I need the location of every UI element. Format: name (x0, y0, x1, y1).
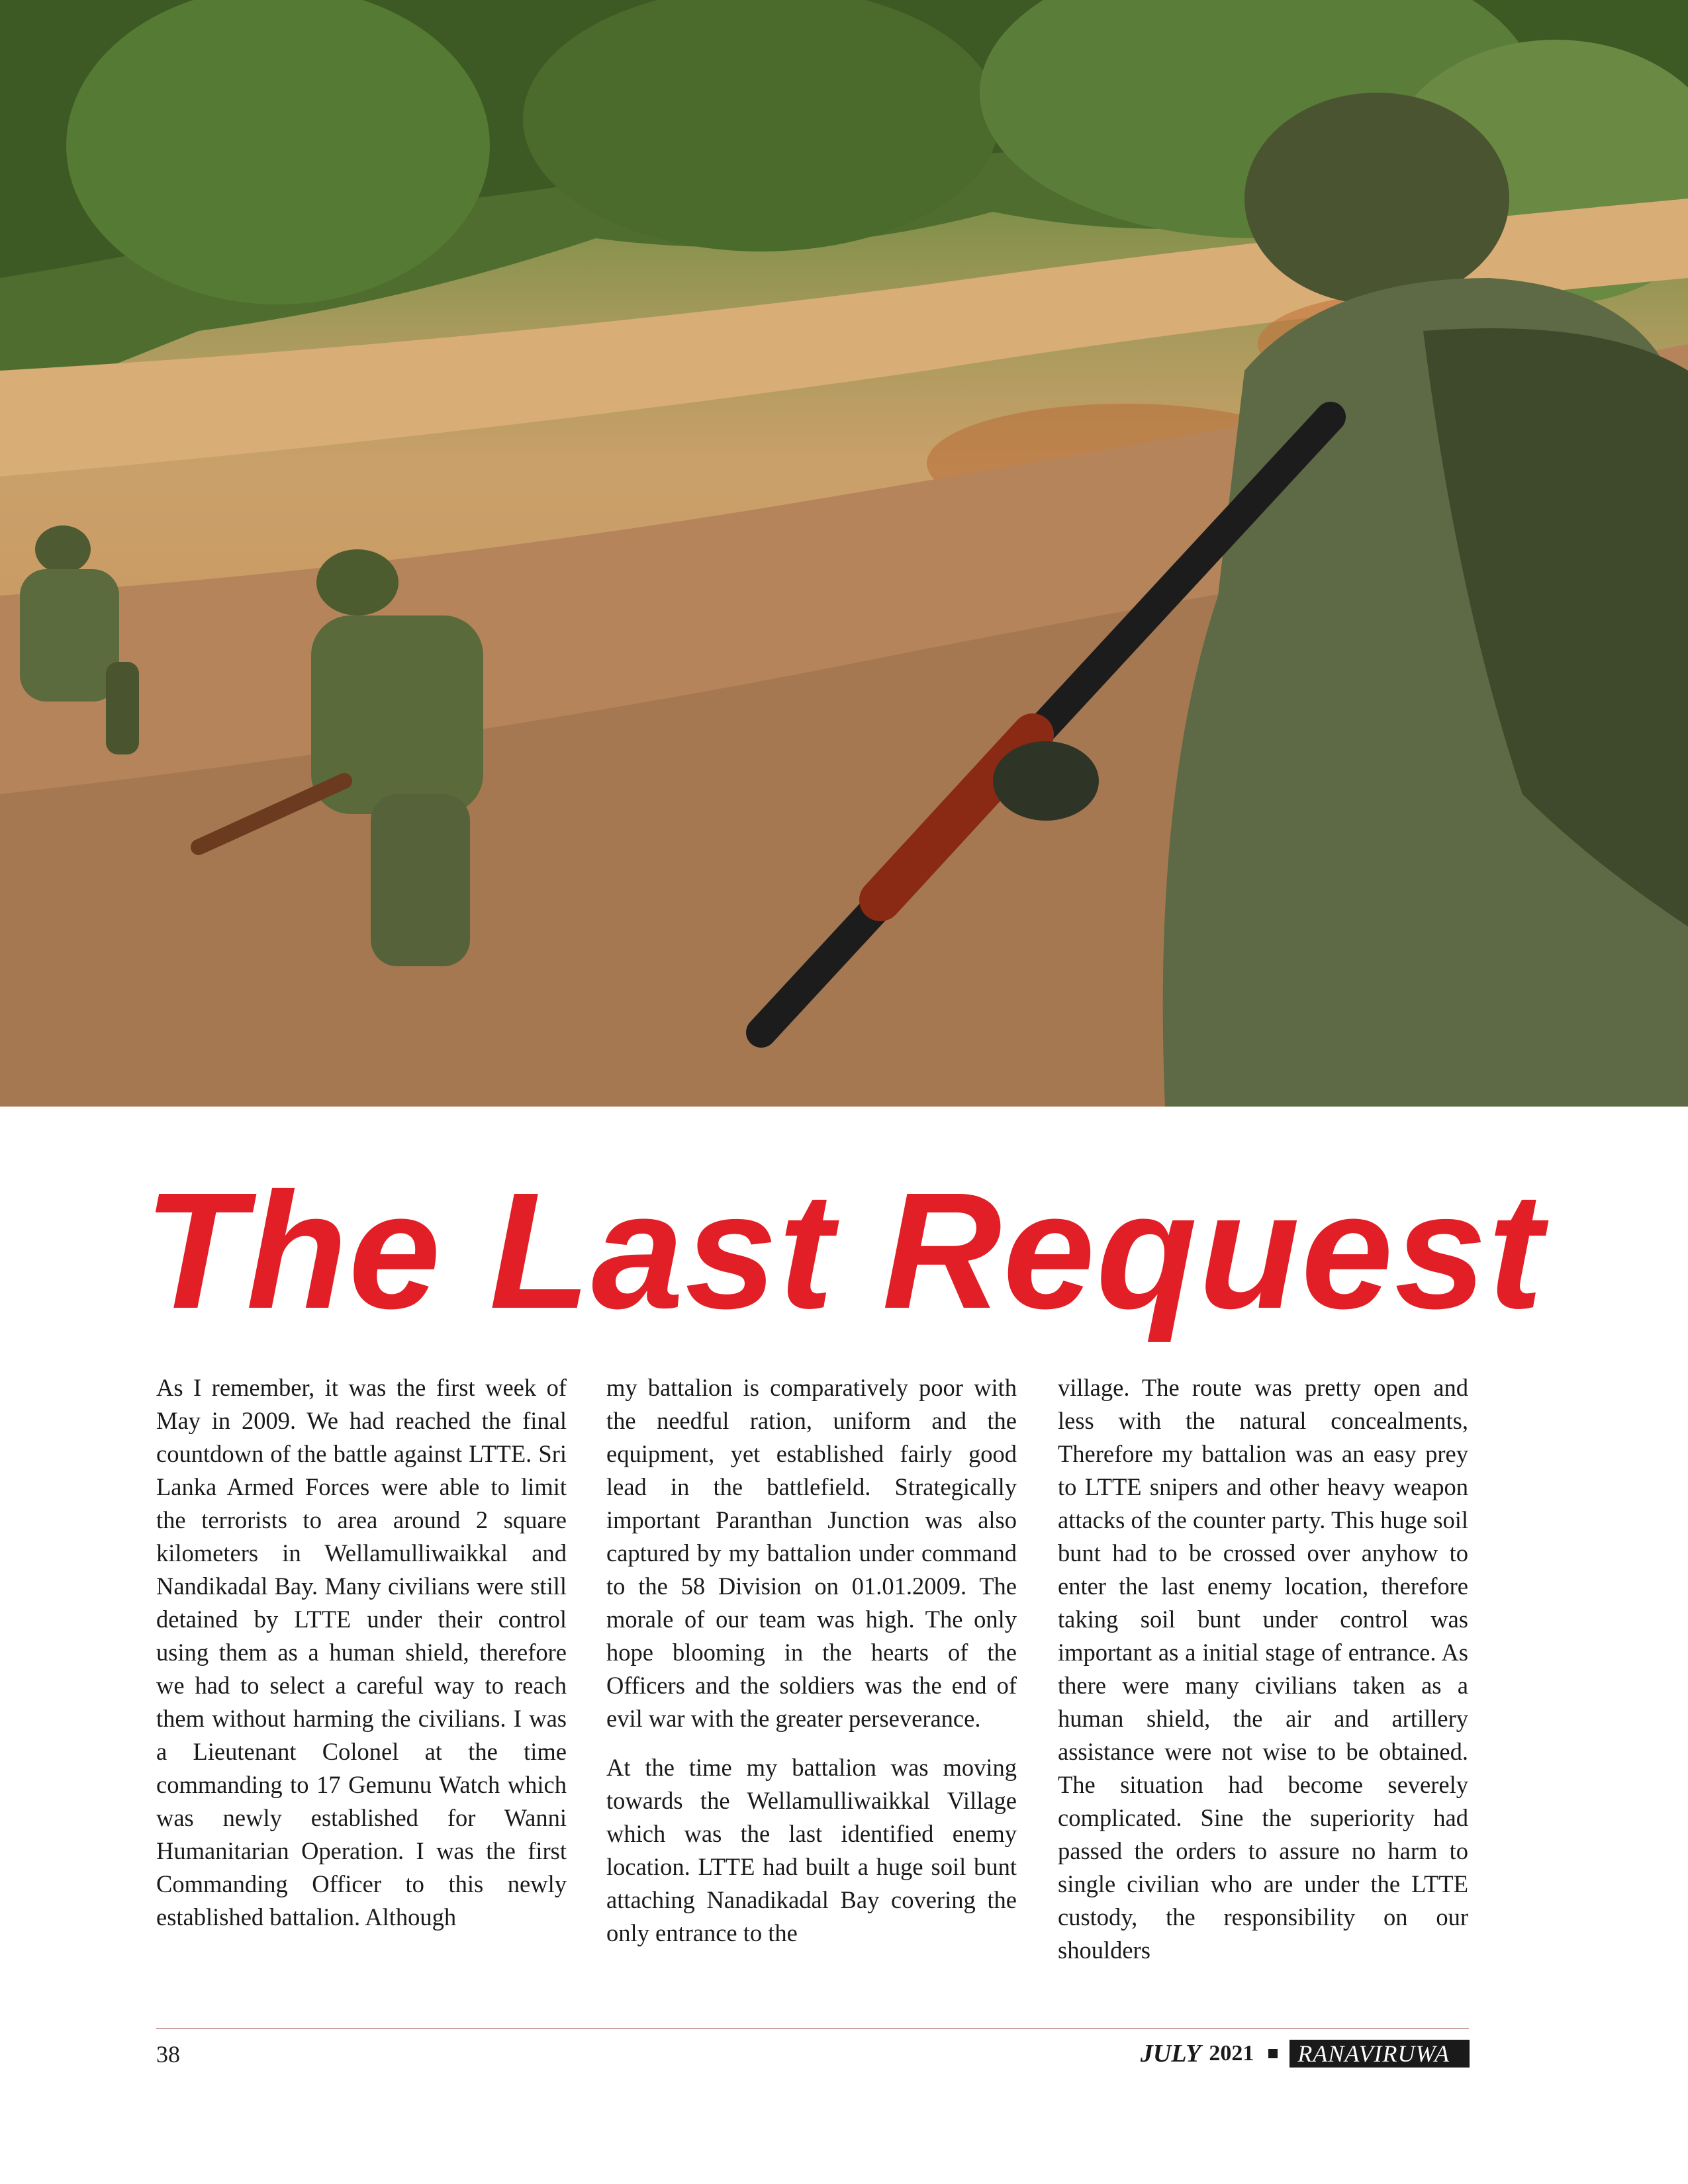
article-paragraph: As I remember, it was the first week of May in 2009. We had reached the final countdown of the battle against LTTE. Sri Lanka Armed Forces were able to limit the terrorists to area around 2 square kilometers in Wellamulliwaikkal and Nandikadal Bay. Many civilians were still detained by LTTE under their control using them as a human shield, therefore we had to select a careful way to reach them without harming the civilians. I was a Lieutenant Colonel at the time commanding to 17 Gemunu Watch which was newly established for Wanni Humanitarian Operation. I was the first Commanding Officer to this newly established battalion. Although (156, 1374, 567, 1931)
square-bullet-icon (1268, 2049, 1278, 2058)
issue-year: 2021 (1209, 2041, 1254, 2066)
article-paragraph: my battalion is comparatively poor with the needful ration, uniform and the equipment, yet established fairly good lead in the battlefield. Strategically important Paranthan Junction was also captured by my battalion under command to the 58 Division on 01.01.2009. The morale of our team was high. The only hope blooming in the hearts of the Officers and the soldiers was the end of evil war with the greater perseverance. (606, 1374, 1017, 1732)
article-column-1 (156, 1371, 567, 1934)
article-paragraph: At the time my battalion was moving towards the Wellamulliwaikkal Village which was the last identified enemy location. LTTE had built a huge soil bunt attaching Nanadikadal Bay covering the only entrance to the (606, 1754, 1017, 1946)
magazine-name: RANAVIRUWA (1289, 2040, 1470, 2068)
issue-month: JULY (1140, 2040, 1201, 2068)
article-column-3 (1058, 1371, 1468, 1967)
article-column-2 (606, 1371, 1017, 1950)
article-title: The Last Request (144, 1158, 1544, 1343)
article-paragraph: village. The route was pretty open and less with the natural concealments, Therefore my battalion was an easy prey to LTTE snipers and other heavy weapon attacks of the counter party. This huge soil bunt had to be crossed over anyhow to enter the last enemy location, therefore taking soil bunt under control was important as a initial stage of entrance. As there were many civilians taken as a human shield, the air and artillery assistance were not wise to be obtained. The situation had become severely complicated. Sine the superiority had passed the orders to assure no harm to single civilian who are under the LTTE custody, the responsibility on our shoulders (1058, 1374, 1468, 1964)
footer-divider (156, 2028, 1469, 2029)
page-number: 38 (156, 2041, 180, 2068)
issue-info (1141, 2038, 1470, 2069)
